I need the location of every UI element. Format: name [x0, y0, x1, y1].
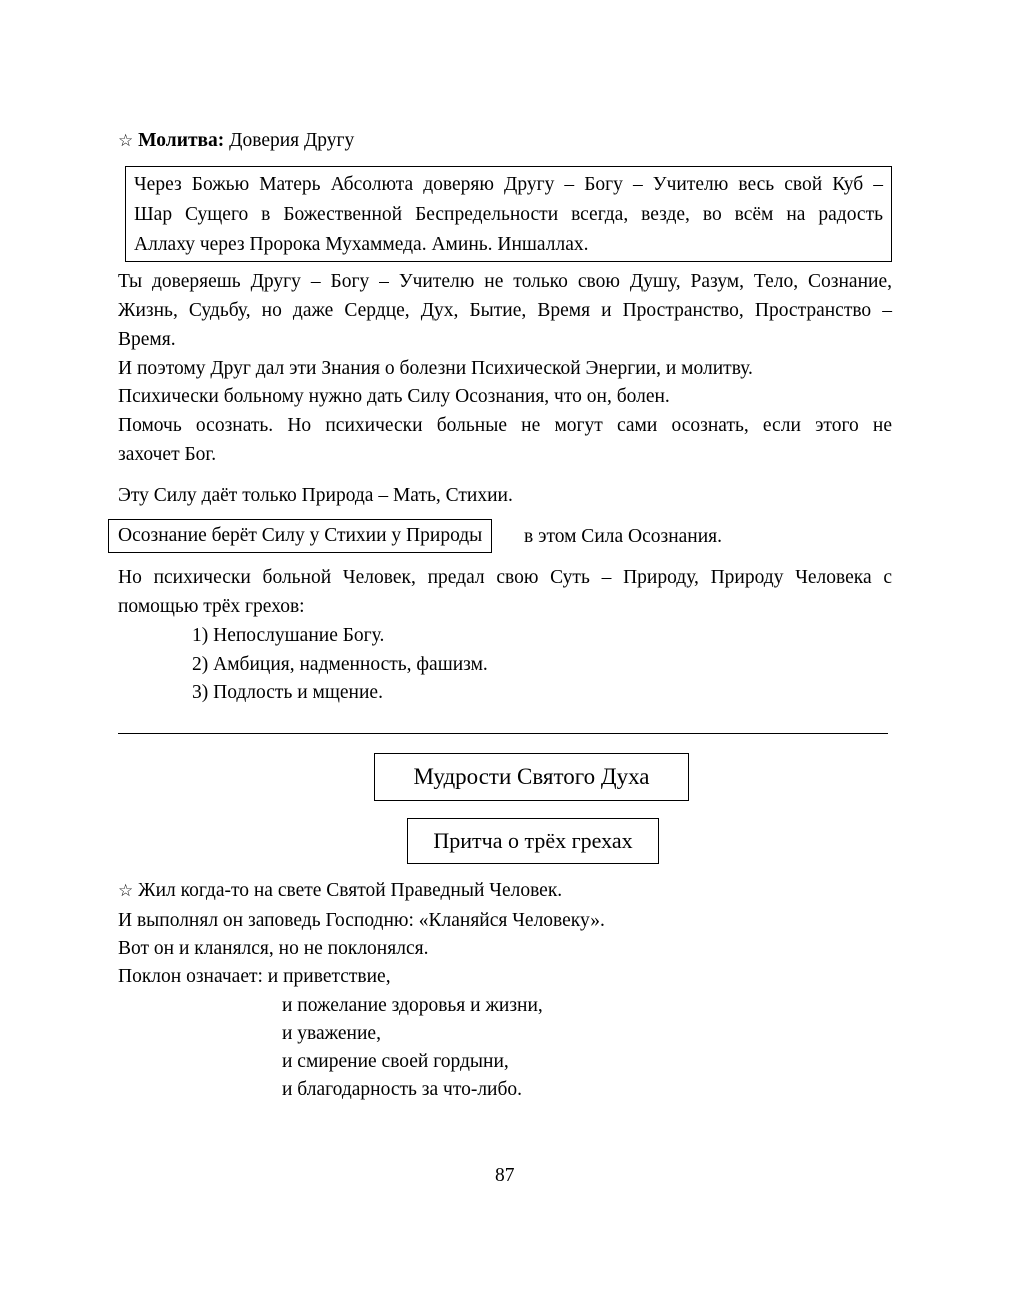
- prayer-title: Доверия Другу: [229, 130, 355, 151]
- line-friend: И поэтому Друг дал эти Знания о болезни Психической Энергии, и молитву.: [118, 358, 753, 379]
- paragraph-trust-line: Жизнь, Судьбу, но даже Сердце, Дух, Бытие, Время и Пространство, Пространство –: [118, 300, 892, 321]
- paragraph-help-line: захочет Бог.: [118, 444, 217, 465]
- boxed-phrase-tail: в этом Сила Осознания.: [524, 526, 723, 547]
- list-item: 2) Амбиция, надменность, фашизм.: [192, 654, 488, 675]
- paragraph-trust-line: Ты доверяешь Другу – Богу – Учителю не только свою Душу, Разум, Тело, Сознание,: [118, 271, 892, 292]
- parable-meaning: и смирение своей гордыни,: [282, 1051, 509, 1072]
- parable-line: И выполнял он заповедь Господню: «Кланяйся Человеку».: [118, 910, 605, 931]
- parable-meaning: и уважение,: [282, 1023, 381, 1044]
- parable-first-line: [118, 876, 562, 906]
- parable-line: Вот он и кланялся, но не поклонялся.: [118, 938, 429, 959]
- section-title: Мудрости Святого Духа: [374, 753, 689, 801]
- section-subtitle: Притча о трёх грехах: [407, 818, 659, 864]
- prayer-label: Молитва:: [138, 130, 225, 151]
- prayer-heading: [118, 126, 354, 156]
- parable-meaning: и благодарность за что-либо.: [282, 1079, 523, 1100]
- line-power: Эту Силу даёт только Природа – Мать, Стихии.: [118, 485, 513, 506]
- divider: [118, 733, 888, 734]
- paragraph-trust-line: Время.: [118, 329, 176, 350]
- parable-meaning: и пожелание здоровья и жизни,: [282, 995, 543, 1016]
- prayer-line: Аллаху через Пророка Мухаммеда. Аминь. Иншаллах.: [134, 234, 589, 255]
- star-icon: ☆: [118, 131, 134, 151]
- parable-text: Жил когда-то на свете Святой Праведный Человек.: [138, 880, 563, 901]
- list-item: 1) Непослушание Богу.: [192, 625, 385, 646]
- paragraph-sins-line: Но психически больной Человек, предал свою Суть – Природу, Природу Человека с: [118, 567, 892, 588]
- paragraph-help-line: Помочь осознать. Но психически больные не могут сами осознать, если этого не: [118, 415, 892, 436]
- parable-line: Поклон означает: и приветствие,: [118, 966, 391, 987]
- star-icon: ☆: [118, 881, 134, 901]
- list-item: 3) Подлость и мщение.: [192, 682, 383, 703]
- page-number: 87: [495, 1165, 515, 1186]
- line-sick: Психически больному нужно дать Силу Осознания, что он, болен.: [118, 386, 670, 407]
- prayer-line: Через Божью Матерь Абсолюта доверяю Другу – Богу – Учителю весь свой Куб –: [134, 174, 883, 195]
- prayer-line: Шар Сущего в Божественной Беспредельности всегда, везде, во всём на радость: [134, 204, 883, 225]
- paragraph-sins-line: помощью трёх грехов:: [118, 596, 305, 617]
- prayer-box: [125, 166, 892, 262]
- boxed-phrase: Осознание берёт Силу у Стихии у Природы: [108, 519, 492, 553]
